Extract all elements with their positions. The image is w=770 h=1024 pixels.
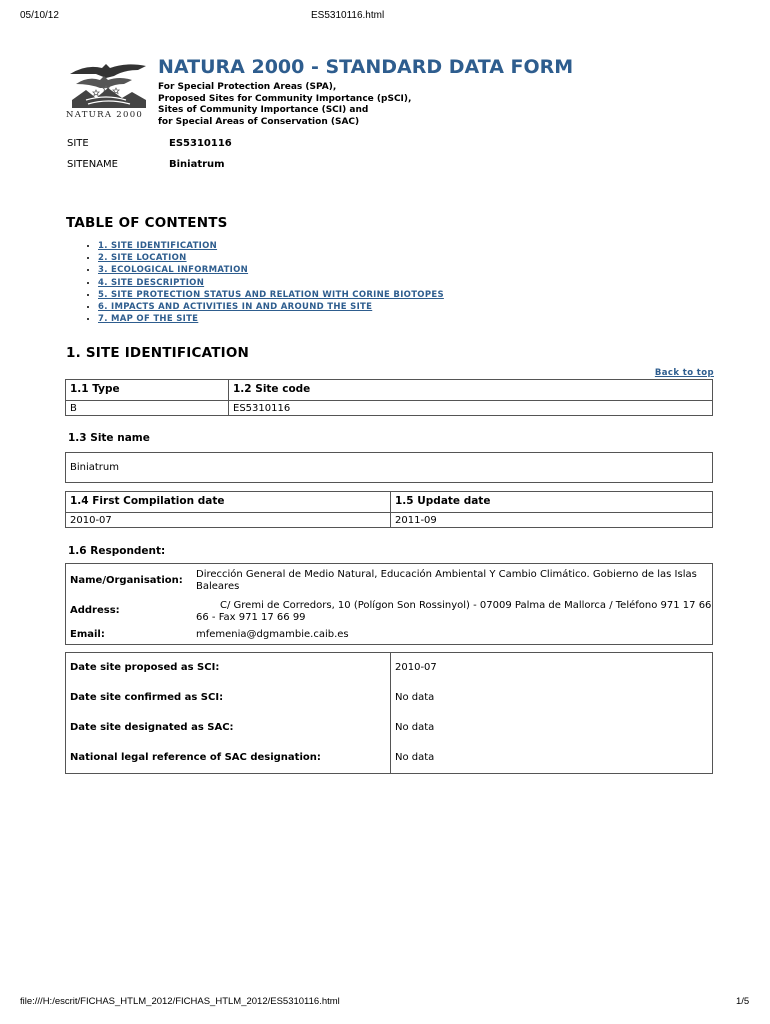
- natura-2000-logo: [66, 54, 150, 120]
- legal-reference-label: National legal reference of SAC designation:: [70, 752, 321, 763]
- bird-logo-icon: [66, 54, 150, 110]
- type-label: 1.1 Type: [70, 383, 120, 395]
- date-proposed-sci-label: Date site proposed as SCI:: [70, 662, 220, 673]
- toc-link-protection-status[interactable]: 5. SITE PROTECTION STATUS AND RELATION WITH CORINE BIOTOPES: [98, 289, 444, 300]
- site-code-value: ES5310116: [233, 403, 291, 414]
- address-value: C/ Gremi de Corredors, 10 (Polígon Son Rossinyol) - 07009 Palma de Mallorca / Teléfono 971 17 66 66 - Fax 971 17 66 99: [196, 600, 712, 623]
- subtitle-line: Sites of Community Importance (SCI) and: [158, 105, 369, 115]
- name-org-value: Dirección General de Medio Natural, Educación Ambiental Y Cambio Climático. Gobierno de las Islas Baleares: [196, 569, 697, 592]
- designation-table: [65, 652, 713, 774]
- date-proposed-sci-value: 2010-07: [395, 662, 437, 673]
- name-org-label: Name/Organisation:: [70, 575, 183, 586]
- toc-list: [74, 240, 444, 325]
- toc-link-site-identification[interactable]: 1. SITE IDENTIFICATION: [98, 241, 218, 251]
- toc-link-ecological-information[interactable]: 3. ECOLOGICAL INFORMATION: [98, 265, 249, 276]
- email-value: mfemenia@dgmambie.caib.es: [196, 629, 349, 640]
- respondent-box: [65, 563, 713, 645]
- date-confirmed-sci-value: No data: [395, 692, 435, 703]
- dates-table: [65, 491, 713, 528]
- form-subtitle: [158, 82, 411, 128]
- respondent-heading: 1.6 Respondent:: [68, 545, 166, 557]
- site-name-label: 1.3 Site name: [68, 432, 150, 444]
- print-footer-page: 1/5: [736, 996, 750, 1007]
- type-code-table: [65, 379, 713, 416]
- table-divider: [66, 512, 712, 513]
- toc-item: [98, 277, 444, 289]
- subtitle-line: Proposed Sites for Community Importance (pSCI),: [158, 93, 412, 104]
- sitename-value: Biniatrum: [169, 159, 225, 170]
- toc-link-impacts-activities[interactable]: 6. IMPACTS AND ACTIVITIES IN AND AROUND THE SITE: [98, 301, 373, 312]
- toc-link-site-location[interactable]: 2. SITE LOCATION: [98, 253, 187, 264]
- update-date-label: 1.5 Update date: [395, 495, 491, 507]
- address-label: Address:: [70, 605, 120, 616]
- site-value: ES5310116: [169, 138, 232, 149]
- first-compilation-label: 1.4 First Compilation date: [70, 495, 225, 507]
- page-title: NATURA 2000 - STANDARD DATA FORM: [158, 56, 574, 78]
- toc-link-site-description[interactable]: 4. SITE DESCRIPTION: [98, 277, 205, 288]
- table-divider: [66, 400, 712, 401]
- site-name-box: [65, 452, 713, 483]
- section1-heading: 1. SITE IDENTIFICATION: [66, 345, 250, 361]
- print-date: 05/10/12: [20, 10, 59, 21]
- toc-item: [98, 289, 444, 301]
- back-to-top-link[interactable]: Back to top: [654, 368, 714, 378]
- print-filename: ES5310116.html: [311, 10, 385, 21]
- site-label: SITE: [67, 138, 89, 149]
- table-divider: [390, 653, 391, 773]
- logo-text: NATURA 2000: [66, 110, 144, 120]
- toc-link-map[interactable]: 7. MAP OF THE SITE: [98, 314, 199, 325]
- toc-item: [98, 264, 444, 276]
- site-name-value: Biniatrum: [70, 462, 119, 473]
- toc-item: [98, 252, 444, 264]
- table-divider: [228, 380, 229, 415]
- legal-reference-value: No data: [395, 752, 435, 763]
- update-date-value: 2011-09: [395, 515, 437, 526]
- date-designated-sac-label: Date site designated as SAC:: [70, 722, 234, 733]
- subtitle-line: For Special Protection Areas (SPA),: [158, 82, 337, 92]
- type-value: B: [70, 403, 77, 414]
- site-code-label: 1.2 Site code: [233, 383, 311, 395]
- table-divider: [390, 492, 391, 527]
- sitename-label: SITENAME: [67, 159, 118, 170]
- toc-item: [98, 313, 444, 325]
- first-compilation-value: 2010-07: [70, 515, 112, 526]
- date-confirmed-sci-label: Date site confirmed as SCI:: [70, 692, 224, 703]
- toc-heading: TABLE OF CONTENTS: [66, 215, 228, 231]
- subtitle-line: for Special Areas of Conservation (SAC): [158, 116, 360, 127]
- toc-item: [98, 301, 444, 313]
- toc-item: [98, 240, 444, 252]
- email-label: Email:: [70, 629, 105, 640]
- date-designated-sac-value: No data: [395, 722, 435, 733]
- print-footer-path: file:///H:/escrit/FICHAS_HTLM_2012/FICHAS_HTLM_2012/ES5310116.html: [20, 996, 340, 1007]
